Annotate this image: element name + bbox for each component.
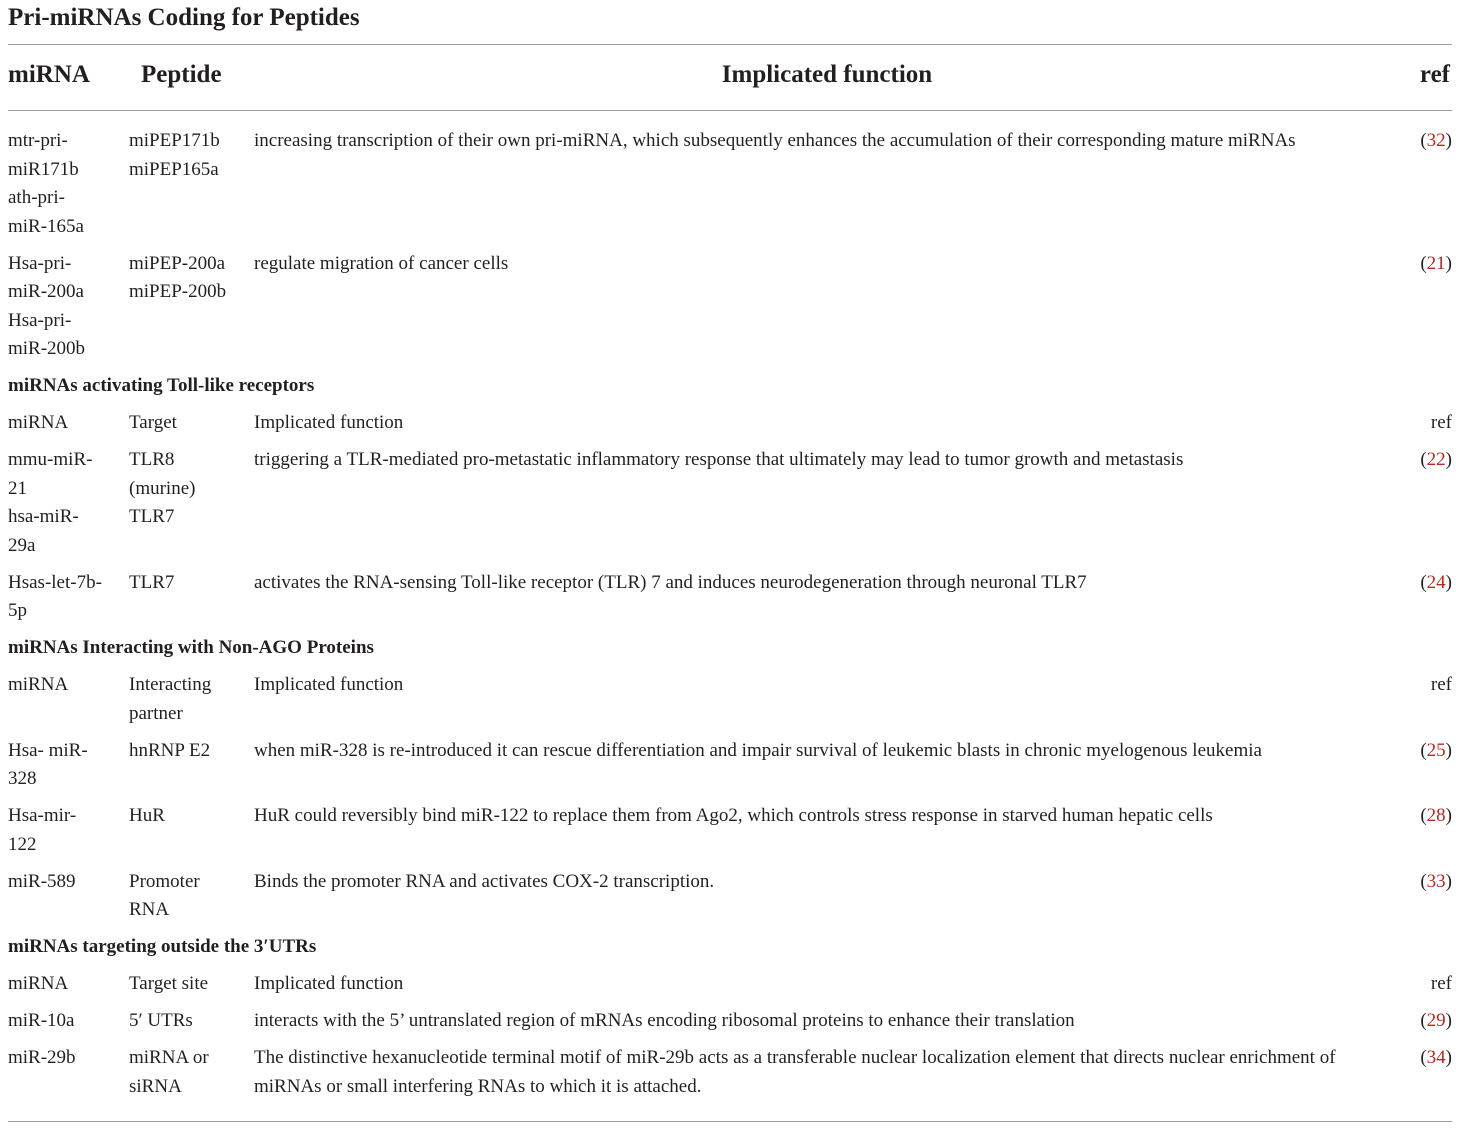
function-cell: HuR could reversibly bind miR-122 to replace them from Ago2, which controls stress response in starved human hepatic cells [254, 805, 1213, 826]
function-cell: when miR-328 is re-introduced it can rescue differentiation and impair survival of leukemic blasts in chronic myelogenous leukemia [254, 739, 1262, 761]
subheader-function: Implicated function [254, 412, 404, 433]
table-row [8, 737, 1452, 794]
table-title: Pri-miRNAs Coding for Peptides [8, 4, 360, 31]
reference-link[interactable]: 21 [1426, 252, 1446, 274]
header-ref: ref [1419, 61, 1450, 88]
table-row [8, 569, 1452, 626]
ref-cell: (21) [1420, 252, 1452, 274]
function-cell: regulate migration of cancer cells [254, 252, 509, 274]
header-peptide: Peptide [141, 61, 222, 88]
ref-cell: (29) [1420, 1010, 1452, 1031]
table-row [8, 127, 1452, 241]
partner-cell: TLR8 (murine) TLR7 [129, 449, 196, 527]
partner-cell: miRNA or siRNA [129, 1047, 209, 1097]
partner-cell: hnRNP E2 [129, 739, 211, 761]
reference-link[interactable]: 28 [1426, 805, 1446, 826]
header-mirna: miRNA [8, 61, 90, 88]
partner-cell: miPEP171b miPEP165a [129, 130, 220, 180]
table-row [8, 802, 1452, 859]
subheader-ref: ref [1430, 674, 1452, 695]
mirna-cell: mtr-pri- miR171b ath-pri- miR-165a [8, 130, 84, 237]
bottom-rule [8, 1121, 1452, 1122]
partner-cell: HuR [129, 805, 165, 826]
mirna-cell: Hsa- miR- 328 [8, 739, 88, 789]
mirna-cell: miR-589 [8, 870, 76, 892]
mirna-cell: mmu-miR- 21 hsa-miR- 29a [8, 449, 93, 556]
function-cell: interacts with the 5’ untranslated region of mRNAs encoding ribosomal proteins to enhance their translation [254, 1010, 1075, 1031]
section-heading: miRNAs targeting outside the 3′UTRs [8, 936, 317, 957]
mirna-cell: Hsa-pri- miR-200a Hsa-pri- miR-200b [8, 252, 86, 359]
subheader-function: Implicated function [254, 674, 404, 695]
mirna-cell: miR-10a [8, 1010, 75, 1031]
subheader-mirna: miRNA [8, 674, 69, 695]
subheader-ref: ref [1430, 412, 1452, 433]
top-rule [8, 44, 1452, 45]
ref-cell: (33) [1420, 870, 1452, 892]
reference-link[interactable]: 29 [1426, 1010, 1446, 1031]
header-implicated-function: Implicated function [721, 61, 933, 88]
ref-cell: (34) [1420, 1047, 1452, 1068]
ref-cell: (22) [1420, 449, 1452, 470]
ref-cell: (28) [1420, 805, 1452, 826]
reference-link[interactable]: 25 [1426, 739, 1446, 761]
function-cell: increasing transcription of their own pri-miRNA, which subsequently enhances the accumulation of their corresponding mature miRNAs [254, 130, 1296, 151]
reference-link[interactable]: 22 [1426, 449, 1446, 470]
partner-cell: Promoter RNA [129, 870, 200, 920]
subheader-partner: Target site [129, 973, 209, 994]
section-heading: miRNAs Interacting with Non-AGO Proteins [8, 637, 374, 658]
ref-cell: (24) [1420, 571, 1452, 593]
partner-cell: miPEP-200a miPEP-200b [129, 252, 227, 302]
reference-link[interactable]: 32 [1426, 130, 1446, 151]
function-cell: triggering a TLR-mediated pro-metastatic inflammatory response that ultimately may lead to tumor growth and metastasis [254, 449, 1184, 470]
header-rule [8, 110, 1452, 111]
subheader-row [8, 409, 1452, 438]
subheader-mirna: miRNA [8, 973, 69, 994]
subheader-partner: Target [129, 412, 177, 433]
table-row [8, 446, 1452, 560]
ref-cell: (32) [1420, 130, 1452, 151]
subheader-function: Implicated function [254, 973, 404, 994]
ref-cell: (25) [1420, 739, 1452, 761]
table-row [8, 1044, 1452, 1101]
reference-link[interactable]: 33 [1426, 870, 1446, 892]
section-heading: miRNAs activating Toll-like receptors [8, 375, 315, 396]
function-cell: activates the RNA-sensing Toll-like receptor (TLR) 7 and induces neurodegeneration through neuronal TLR7 [254, 571, 1087, 593]
table-row [8, 250, 1452, 364]
table-row [8, 868, 1452, 925]
function-cell: Binds the promoter RNA and activates COX-2 transcription. [254, 870, 715, 892]
subheader-partner: Interacting partner [129, 674, 212, 724]
partner-cell: TLR7 [129, 571, 175, 593]
subheader-row [8, 970, 1452, 999]
subheader-ref: ref [1430, 973, 1452, 994]
mirna-cell: Hsas-let-7b- 5p [8, 571, 102, 621]
subheader-row [8, 671, 1452, 728]
reference-link[interactable]: 24 [1426, 571, 1446, 593]
reference-link[interactable]: 34 [1426, 1047, 1446, 1068]
subheader-mirna: miRNA [8, 412, 69, 433]
partner-cell: 5′ UTRs [129, 1010, 193, 1031]
mirna-cell: miR-29b [8, 1047, 76, 1068]
table-body [8, 127, 1452, 1110]
mirna-cell: Hsa-mir- 122 [8, 805, 77, 855]
table-row [8, 1007, 1452, 1036]
function-cell: The distinctive hexanucleotide terminal motif of miR-29b acts as a transferable nuclear localization element that directs nuclear enrichment of miRNAs or small interfering RNAs to which it is attached. [254, 1047, 1336, 1097]
